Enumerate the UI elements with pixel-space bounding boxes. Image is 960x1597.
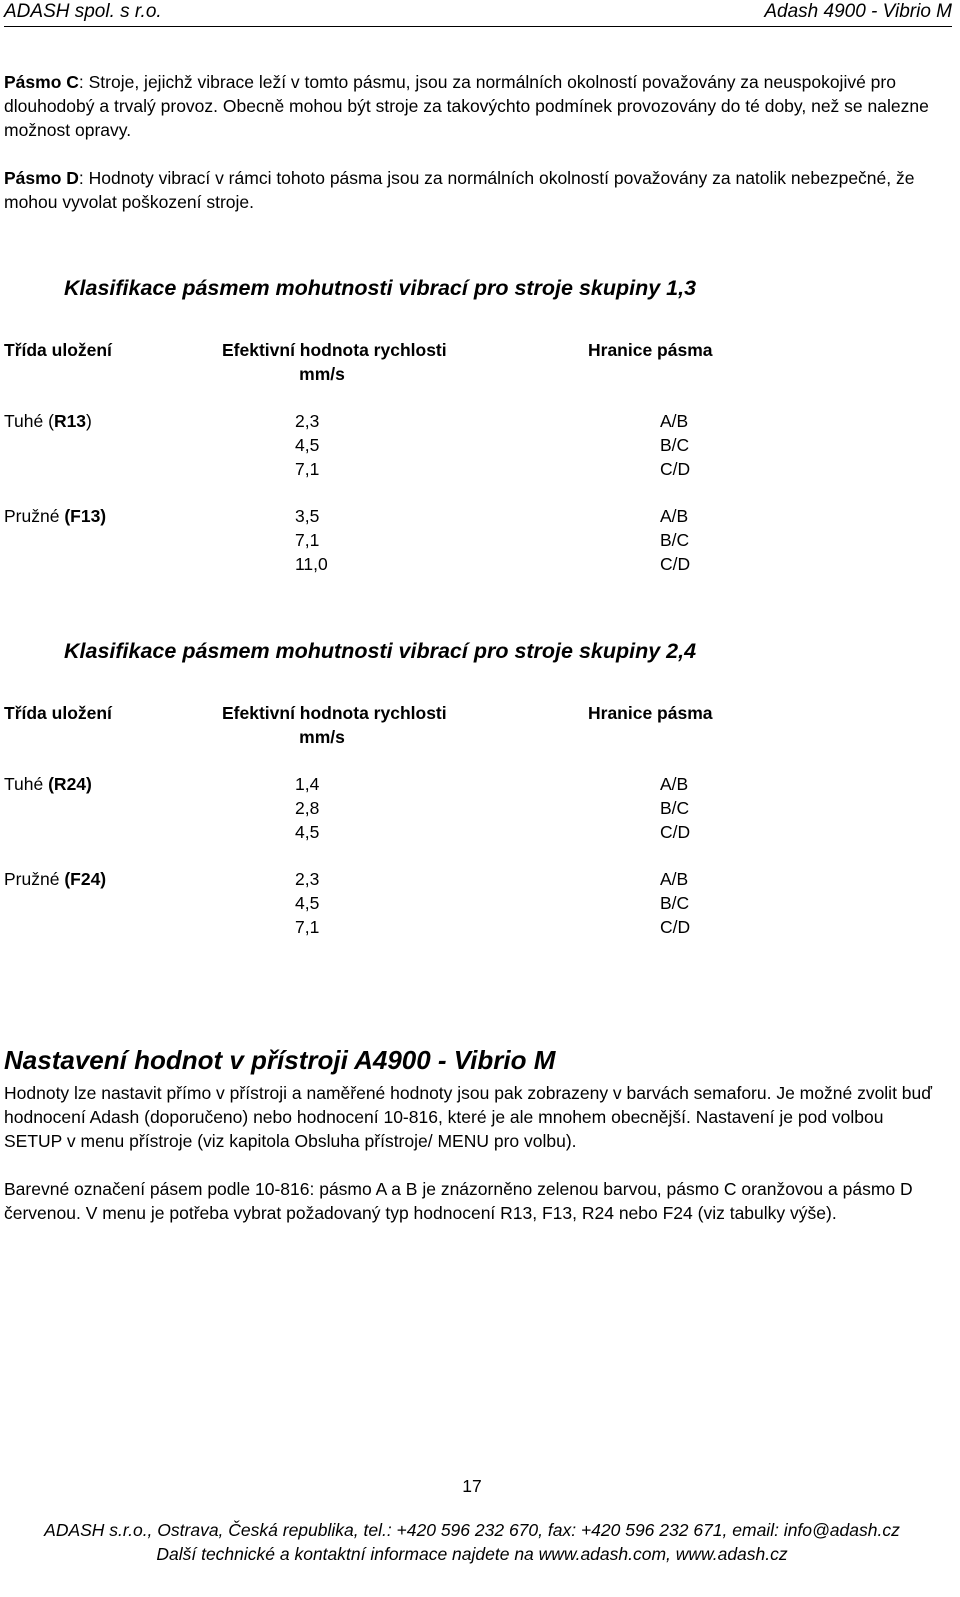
- running-header: [4, 0, 952, 27]
- table-2-flexible-values: [295, 867, 375, 939]
- band-cell: C/D: [660, 554, 691, 574]
- table-2-rigid-bands: [660, 772, 740, 844]
- value-cell: 3,5: [295, 506, 320, 526]
- footer-web: Další technické a kontaktní informace najdete na www.adash.com, www.adash.cz: [156, 1544, 788, 1564]
- value-cell: 7,1: [295, 917, 320, 937]
- zone-d-paragraph: [4, 166, 944, 214]
- zone-d-text: : Hodnoty vibrací v rámci tohoto pásma jsou za normálních okolností považovány za natolik nebezpečné, že mohou vyvolat poškození stroje.: [4, 168, 915, 212]
- table-1-rigid-values: [295, 409, 375, 481]
- header-product: Adash 4900 - Vibrio M: [764, 1, 952, 22]
- band-cell: C/D: [660, 917, 691, 937]
- band-cell: A/B: [660, 774, 689, 794]
- value-cell: 4,5: [295, 435, 320, 455]
- zone-c-label: Pásmo C: [4, 72, 79, 92]
- table-1-flexible-bands: [660, 504, 740, 576]
- value-cell: 7,1: [295, 459, 320, 479]
- table-2-header-band: Hranice pásma: [588, 703, 713, 723]
- table-1-header-value: Efektivní hodnota rychlosti: [222, 340, 447, 360]
- table-1-rigid-bands: [660, 409, 740, 481]
- table-1-header-unit: mm/s: [299, 364, 345, 384]
- table-2-header-class: Třída uložení: [4, 703, 112, 723]
- page-number: 17: [462, 1476, 482, 1496]
- table-1-flexible-values: [295, 504, 375, 576]
- group-name: Pružné: [4, 506, 65, 526]
- page-footer: [0, 1518, 944, 1566]
- value-cell: 4,5: [295, 822, 320, 842]
- group-code: (F13): [64, 506, 107, 526]
- table-2-flexible-bands: [660, 867, 740, 939]
- table-2-group-rigid: [4, 772, 92, 796]
- group-code: (R24): [48, 774, 92, 794]
- settings-paragraph-2: Barevné označení pásem podle 10-816: pásmo A a B je znázorněno zelenou barvou, pásmo C oranžovou a pásmo D červenou. V menu je potřeba vybrat požadovaný typ hodnocení R13, F13, R24 nebo F24 (viz tabulky výše).: [4, 1179, 913, 1223]
- zone-c-paragraph: [4, 70, 944, 142]
- table-2-group-flexible: [4, 867, 106, 891]
- table-1-group-rigid: Tuhé (R13): [4, 411, 92, 431]
- value-cell: 2,3: [295, 411, 320, 431]
- table-2-rigid-values: [295, 772, 375, 844]
- band-cell: B/C: [660, 893, 690, 913]
- settings-title: Nastavení hodnot v přístroji A4900 - Vibrio M: [4, 1045, 556, 1075]
- table-2-header-value: Efektivní hodnota rychlosti: [222, 703, 447, 723]
- table-2-title: Klasifikace pásmem mohutnosti vibrací pro stroje skupiny 2,4: [64, 639, 697, 663]
- value-cell: 7,1: [295, 530, 320, 550]
- table-1-header-class: Třída uložení: [4, 340, 112, 360]
- zone-d-label: Pásmo D: [4, 168, 79, 188]
- band-cell: B/C: [660, 530, 690, 550]
- value-cell: 2,3: [295, 869, 320, 889]
- band-cell: A/B: [660, 411, 689, 431]
- band-cell: A/B: [660, 506, 689, 526]
- group-name: Tuhé: [4, 411, 49, 431]
- band-cell: B/C: [660, 435, 690, 455]
- zone-c-text: : Stroje, jejichž vibrace leží v tomto pásmu, jsou za normálních okolností považovány za neuspokojivé pro dlouhodobý a trvalý provoz. Obecně mohou být stroje za takovýchto podmínek provozovány do té doby, než se nalezne možnost opravy.: [4, 72, 929, 140]
- group-name: Pružné: [4, 869, 65, 889]
- table-1-group-flexible: [4, 504, 106, 528]
- band-cell: B/C: [660, 798, 690, 818]
- band-cell: C/D: [660, 459, 691, 479]
- table-1-header-band: Hranice pásma: [588, 340, 713, 360]
- header-company: ADASH spol. s r.o.: [4, 1, 162, 22]
- group-name: Tuhé: [4, 774, 49, 794]
- value-cell: 4,5: [295, 893, 320, 913]
- value-cell: 11,0: [295, 554, 328, 574]
- settings-paragraph-1: Hodnoty lze nastavit přímo v přístroji a naměřené hodnoty jsou pak zobrazeny v barvách semaforu. Je možné zvolit buď hodnocení Adash (doporučeno) nebo hodnocení 10-816, které je ale mnohem obecnější. Nastavení je pod volbou SETUP v menu přístroje (viz kapitola Obsluha přístroje/ MENU pro volbu).: [4, 1083, 933, 1151]
- band-cell: A/B: [660, 869, 689, 889]
- table-2-header-unit: mm/s: [299, 727, 345, 747]
- value-cell: 1,4: [295, 774, 320, 794]
- value-cell: 2,8: [295, 798, 320, 818]
- group-code: R13: [53, 411, 87, 431]
- group-code: (F24): [64, 869, 107, 889]
- footer-contact: ADASH s.r.o., Ostrava, Česká republika, tel.: +420 596 232 670, fax: +420 596 232 671, email: info@adash.cz: [44, 1520, 900, 1540]
- band-cell: C/D: [660, 822, 691, 842]
- table-1-title: Klasifikace pásmem mohutnosti vibrací pro stroje skupiny 1,3: [64, 276, 697, 300]
